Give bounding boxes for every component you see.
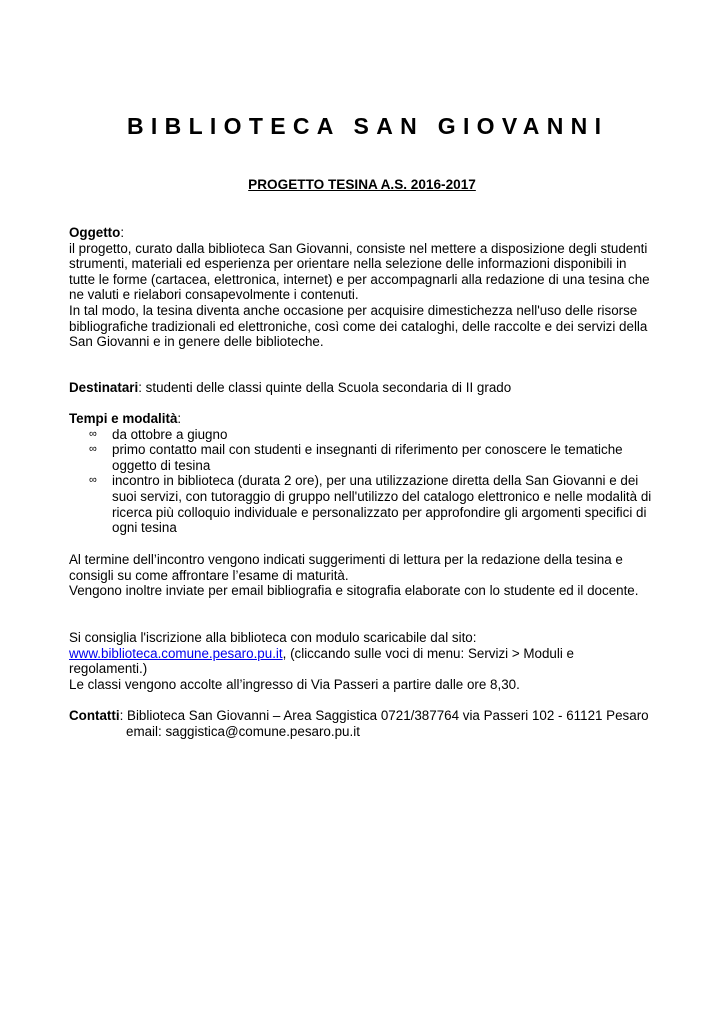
oggetto-line: San Giovanni e in genere delle biblioteche.: [69, 334, 324, 350]
iscrizione-line: Le classi vengono accolte all’ingresso di Via Passeri a partire dalle ore 8,30.: [69, 676, 520, 692]
list-item-line: da ottobre a giugno: [112, 426, 228, 442]
iscrizione-line: Si consiglia l'iscrizione alla biblioteca con modulo scaricabile dal sito:: [69, 630, 477, 645]
oggetto-line: tutte le forme (cartacea, elettronica, internet) e per accompagnarli alla redazione di una tesina che: [69, 271, 650, 287]
library-logo: [127, 112, 601, 136]
oggetto-line: il progetto, curato dalla biblioteca San Giovanni, consiste nel mettere a disposizione degli studenti: [69, 240, 648, 256]
list-item: [69, 427, 669, 443]
library-website-link[interactable]: www.biblioteca.comune.pesaro.pu.it: [69, 645, 283, 661]
list-item-line: incontro in biblioteca (durata 2 ore), per una utilizzazione diretta della San Giovanni e dei: [112, 473, 639, 489]
destinatari-section: [69, 380, 669, 396]
infinity-bullet-icon: ∞: [89, 427, 97, 440]
list-item-line: oggetto di tesina: [112, 457, 211, 473]
contatti-text: : Biblioteca San Giovanni – Area Saggistica 0721/387764 via Passeri 102 - 61121 Pesaro: [119, 708, 649, 723]
contatti-label: Contatti: [69, 708, 120, 723]
iscrizione-link-suffix: , (cliccando sulle voci di menu: Servizi > Moduli e: [282, 645, 574, 661]
tempi-list: [69, 427, 669, 536]
contatti-email: email: saggistica@comune.pesaro.pu.it: [126, 723, 360, 739]
iscrizione-section: [69, 630, 669, 692]
tempi-label: Tempi e modalità: [69, 411, 178, 426]
logo-text: BIBLIOTECA SAN GIOVANNI: [127, 113, 601, 136]
infinity-bullet-icon: ∞: [89, 443, 97, 456]
list-item-line: suoi servizi, con tutoraggio di gruppo nell'utilizzo del catalogo elettronico e nelle modalità di: [112, 488, 652, 504]
list-item: [69, 442, 669, 473]
oggetto-colon: :: [120, 225, 125, 240]
destinatari-text: : studenti delle classi quinte della Scuola secondaria di II grado: [138, 380, 512, 395]
destinatari-label: Destinatari: [69, 380, 139, 395]
list-item: [69, 473, 669, 535]
oggetto-line: strumenti, materiali ed esperienza per orientare nella selezione delle informazioni disponibili in: [69, 256, 627, 272]
oggetto-section: [69, 225, 669, 350]
infinity-bullet-icon: ∞: [89, 474, 97, 487]
termine-line: Al termine dell’incontro vengono indicati suggerimenti di lettura per la redazione della tesina e: [69, 552, 623, 567]
tempi-section: [69, 411, 669, 536]
oggetto-line: In tal modo, la tesina diventa anche occasione per acquisire dimestichezza nell'uso delle risorse: [69, 302, 638, 318]
oggetto-line: ne valuti e rielabori consapevolmente i contenuti.: [69, 287, 359, 303]
oggetto-line: bibliografiche tradizionali ed elettroniche, così come dei cataloghi, delle raccolte e dei servizi della: [69, 318, 648, 334]
list-item-line: primo contatto mail con studenti e insegnanti di riferimento per conoscere le tematiche: [112, 442, 623, 458]
termine-section: [69, 552, 669, 599]
termine-line: consigli su come affrontare l’esame di maturità.: [69, 567, 349, 583]
termine-line: Vengono inoltre inviate per email bibliografia e sitografia elaborate con lo studente ed il docente.: [69, 583, 639, 599]
list-item-line: ricerca più colloquio individuale e personalizzato per approfondire gli argomenti specifici di: [112, 504, 647, 520]
oggetto-label: Oggetto: [69, 225, 121, 240]
contatti-section: [69, 708, 669, 739]
tempi-colon: :: [177, 411, 182, 426]
page-title: PROGETTO TESINA A.S. 2016-2017: [248, 177, 476, 192]
iscrizione-line: regolamenti.): [69, 661, 148, 677]
list-item-line: ogni tesina: [112, 520, 177, 536]
